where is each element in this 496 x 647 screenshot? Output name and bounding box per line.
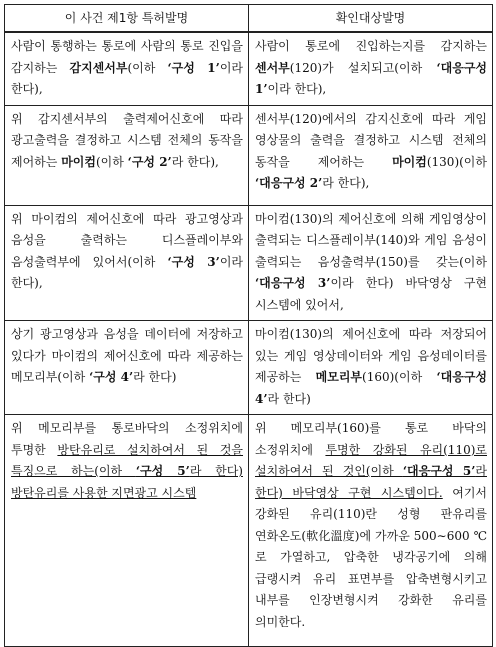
subject-invention-cell xyxy=(249,321,493,415)
cell-text: 라 한다) xyxy=(267,391,311,406)
cell-text: 이라 한다) 바닥영상 구현 시스템에 있어서, xyxy=(255,276,487,312)
table-row xyxy=(5,105,493,205)
table-row xyxy=(5,205,493,321)
subject-invention-cell xyxy=(249,205,493,321)
emphasis-text: ‘구성 4’ xyxy=(89,370,134,384)
patent-claim-cell xyxy=(5,105,249,205)
emphasis-text: 마이컴 xyxy=(61,154,96,169)
cell-text: 상기 광고영상과 음성을 데이터에 저장하고 있다가 마이컴의 제어신호에 따라 제공하는 메모리부(이하 xyxy=(11,327,243,384)
cell-text: 위 메모리부(160)를 통로 바닥의 소정위치에 xyxy=(255,421,487,457)
cell-text: 라 한다) 바닥영상 구현 시스템이다. xyxy=(255,464,487,500)
emphasis-text: ‘대응구성 5’ xyxy=(402,464,476,478)
cell-text: (120)가 설치되고(이하 xyxy=(289,60,437,75)
cell-text: 방탄유리로 설치하여서 된 것을 특징으로 하는(이하 xyxy=(11,442,244,478)
patent-claim-cell xyxy=(5,321,249,415)
patent-claim-cell xyxy=(5,205,249,321)
table-row xyxy=(5,321,493,415)
cell-text: 위 마이컴의 제어신호에 따라 광고영상과 음성을 출력하는 디스플레이부와 음성출력부에 있어서(이하 xyxy=(11,211,243,269)
emphasis-text: ‘대응구성 3’ xyxy=(255,276,331,290)
emphasis-text: 감지센서부 xyxy=(69,60,128,75)
subject-invention-cell xyxy=(249,415,493,647)
cell-text: 사람이 통행하는 통로에 사람의 통로 진입을 감지하는 xyxy=(11,39,243,75)
header-subject-invention: 확인대상발명 xyxy=(249,5,493,33)
subject-invention-cell xyxy=(249,105,493,205)
cell-text: 라 한다), xyxy=(322,176,370,190)
header-patent-invention: 이 사건 제1항 특허발명 xyxy=(5,5,249,33)
table-header-row xyxy=(5,5,493,33)
cell-text: 센서부(120)에서의 감지신호에 따라 게임 영상물의 출력을 결정하고 시스템 전체의 동작을 제어하는 xyxy=(255,111,487,169)
cell-text: 여기서 강화된 유리(110)란 성형 판유리를 연화온도(軟化溫度)에 가까운 500∼600 ℃로 가열하고, 압축한 냉각공기에 의해 급랭시켜 유리 표면부를 압축변형시키고 내부를 인장변형시켜 강화한 유리를 의미한다. xyxy=(255,485,488,629)
emphasis-text: ‘대응구성 4’ xyxy=(255,370,487,406)
cell-text: (130)(이하 xyxy=(426,154,487,169)
emphasis-text: ‘구성 2’ xyxy=(127,154,172,169)
emphasis-text: ‘대응구성 2’ xyxy=(255,176,323,190)
cell-text: 투명한 강화된 유리(110)로 설치하여서 된 것인(이하 xyxy=(255,442,487,478)
emphasis-text: 마이컴 xyxy=(392,154,427,169)
cell-text: 라 한다) xyxy=(133,370,177,384)
cell-text: 이라 한다), xyxy=(11,60,243,96)
subject-invention-cell xyxy=(249,32,493,105)
cell-text: 사람이 통로에 진입하는지를 감지하는 xyxy=(255,39,487,53)
emphasis-text: ‘구성 3’ xyxy=(167,254,220,269)
cell-text: 이라 한다), xyxy=(11,254,243,290)
cell-text: 라 한다), xyxy=(171,154,219,169)
cell-text: 마이컴(130)의 제어신호에 따라 저장되어 있는 게임 영상데이터와 게임 음성데이터를 제공하는 xyxy=(255,327,487,384)
cell-text: (이하 xyxy=(127,60,168,75)
cell-text: 마이컴(130)의 제어신호에 의해 게임영상이 출력되는 디스플레이부(140)와 게임 음성이 출력되는 음성출력부(150)를 갖는(이하 xyxy=(255,211,487,269)
cell-text: (160)(이하 xyxy=(362,370,437,384)
patent-claim-cell xyxy=(5,415,249,647)
emphasis-text: 메모리부 xyxy=(315,370,363,384)
table-row xyxy=(5,32,493,105)
patent-claim-cell xyxy=(5,32,249,105)
cell-text: (이하 xyxy=(95,154,128,169)
emphasis-text: ‘대응구성 1’ xyxy=(255,60,487,96)
table-row xyxy=(5,415,493,647)
emphasis-text: 센서부 xyxy=(255,60,290,75)
comparison-table xyxy=(4,4,493,647)
emphasis-text: ‘구성 1’ xyxy=(167,60,220,75)
cell-text: 라 한다) 방탄유리를 사용한 지면광고 시스템 xyxy=(11,464,243,500)
cell-text: 위 감지센서부의 출력제어신호에 따라 광고출력을 결정하고 시스템 전체의 동작을 제어하는 xyxy=(11,111,243,169)
emphasis-text: ‘구성 5’ xyxy=(135,464,190,478)
cell-text: 위 메모리부를 통로바닥의 소정위치에 투명한 xyxy=(11,421,243,457)
cell-text: 이라 한다), xyxy=(267,82,327,96)
